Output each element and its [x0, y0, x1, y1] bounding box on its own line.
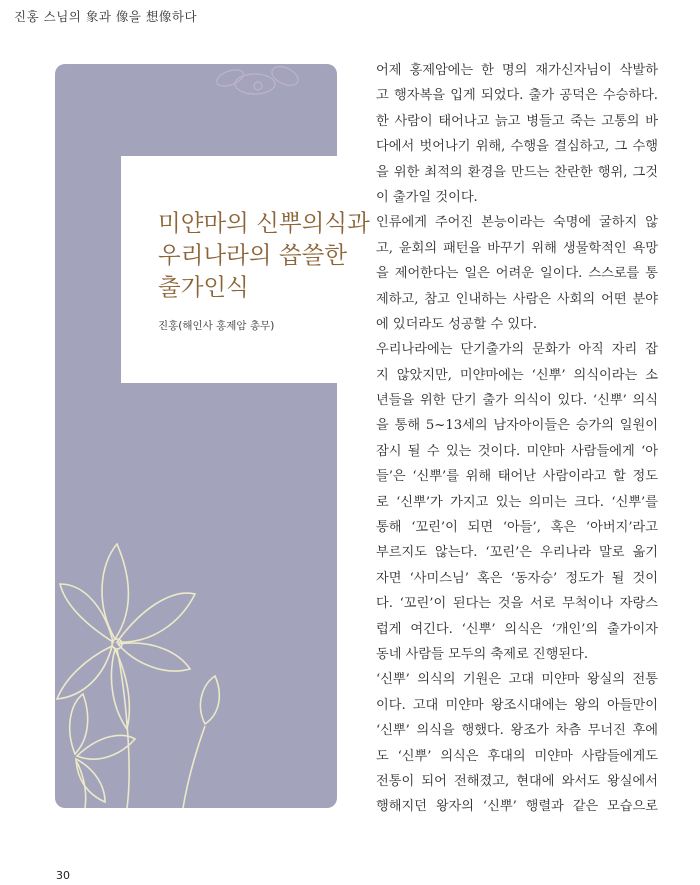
body-line: 로 ‘신뿌’가 가지고 있는 의미는 크다. ‘신뿌’를 — [376, 494, 658, 510]
body-line: 년들을 위한 단기 출가 의식이 있다. ‘신뿌’ 의식 — [376, 393, 658, 409]
body-line: 을 제어한다는 일은 어려운 일이다. 스스로를 통 — [376, 266, 658, 282]
body-line: 들’은 ‘신뿌’를 위해 태어난 사람이라고 할 정도 — [376, 469, 658, 485]
body-line: 고, 윤회의 패턴을 바꾸기 위해 생물학적인 욕망 — [376, 240, 658, 256]
body-line: 도 ‘신뿌’ 의식은 후대의 미얀마 사람들에게도 — [376, 748, 658, 764]
body-line: 을 위한 최적의 환경을 만드는 찬란한 행위, 그것 — [376, 164, 658, 180]
body-line: 어제 홍제암에는 한 명의 재가신자님이 삭발하 — [376, 63, 658, 78]
article-title-line-3: 출가인식 — [158, 273, 249, 301]
body-line: 이 출가일 것이다. — [376, 189, 478, 205]
article-title-line-2: 우리나라의 씁쓸한 — [158, 241, 348, 269]
author-byline: 진홍(해인사 홍제암 총무) — [158, 320, 275, 332]
body-line: 우리나라에는 단기출가의 문화가 아직 자리 잡 — [376, 342, 658, 358]
body-line: 다에서 벗어나기 위해, 수행을 결심하고, 그 수행 — [376, 139, 658, 155]
body-line: 고 행자복을 입게 되었다. 출가 공덕은 수승하다. — [376, 88, 658, 104]
page-number: 30 — [56, 869, 70, 882]
body-line: 자면 ‘사미스님’ 혹은 ‘동자승’ 정도가 될 것이 — [376, 570, 658, 586]
body-line: 통해 ‘꼬린’이 되면 ‘아들’, 혹은 ‘아버지’라고 — [376, 520, 658, 536]
body-line: 동네 사람들 모두의 축제로 진행된다. — [376, 646, 589, 662]
body-line: ‘신뿌’ 의식을 행했다. 왕조가 차츰 무너진 후에 — [376, 723, 658, 739]
article-title — [158, 207, 370, 303]
running-head: 진홍 스님의 象과 像을 想像하다 — [14, 9, 198, 24]
body-line: 한 사람이 태어나고 늙고 병들고 죽는 고통의 바 — [376, 113, 658, 129]
article-body — [376, 58, 658, 820]
body-line: 잠시 될 수 있는 것이다. 미얀마 사람들에게 ‘아 — [376, 443, 658, 459]
body-line: 지 않았지만, 미얀마에는 ‘신뿌’ 의식이라는 소 — [376, 367, 658, 383]
body-line: 전통이 되어 전해졌고, 현대에 와서도 왕실에서 — [376, 773, 658, 789]
body-line: 럽게 여긴다. ‘신뿌’ 의식은 ‘개인’의 출가이자 — [376, 621, 658, 637]
body-line: 에 있더라도 성공할 수 있다. — [376, 316, 538, 332]
article-title-line-1: 미얀마의 신뿌의식과 — [158, 209, 370, 237]
body-line: ‘신뿌’ 의식의 기원은 고대 미얀마 왕실의 전통 — [376, 672, 658, 688]
body-line: 이다. 고대 미얀마 왕조시대에는 왕의 아들만이 — [376, 697, 658, 713]
body-line: 제하고, 참고 인내하는 사람은 사회의 어떤 분야 — [376, 291, 658, 307]
body-line: 을 통해 5~13세의 남자아이들은 승가의 일원이 — [376, 418, 658, 434]
body-line: 부르지도 않는다. ‘꼬린’은 우리나라 말로 옮기 — [376, 545, 658, 561]
body-line: 행해지던 왕자의 ‘신뿌’ 행렬과 같은 모습으로 — [376, 799, 658, 815]
body-line: 인류에게 주어진 본능이라는 숙명에 굴하지 않 — [376, 215, 658, 231]
body-line: 다. ‘꼬린’이 된다는 것을 서로 무척이나 자랑스 — [376, 596, 658, 612]
